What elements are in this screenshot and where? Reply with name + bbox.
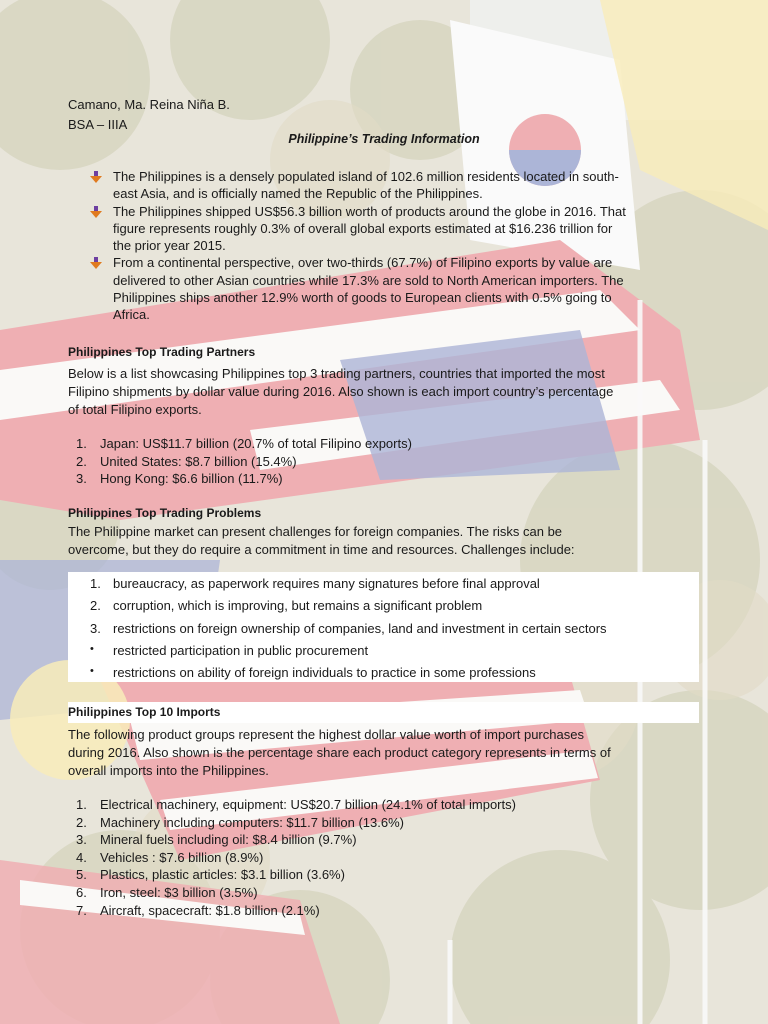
intro-bullet-line: From a continental perspective, over two-thirds (67.7%) of Filipino exports by value are — [113, 255, 613, 271]
author-block — [68, 95, 230, 135]
list-text: Electrical machinery, equipment: US$20.7 billion (24.1% of total imports) — [100, 797, 516, 812]
intro-bullet-line: figure represents roughly 0.3% of overall global exports estimated at $16.236 trillion for — [113, 220, 613, 236]
intro-bullet-line: the prior year 2015. — [113, 238, 226, 254]
list-text: Vehicles : $7.6 billion (8.9%) — [100, 849, 264, 865]
document-title: Philippine’s Trading Information — [288, 132, 480, 146]
list-number: 2. — [76, 453, 87, 469]
problems-list-box — [68, 572, 699, 682]
problems-heading: Philippines Top Trading Problems — [68, 506, 262, 520]
down-arrow-bullet-icon — [90, 171, 102, 183]
list-text: Aircraft, spacecraft: $1.8 billion (2.1%) — [100, 902, 320, 918]
intro-bullet-list — [90, 168, 700, 324]
list-item — [76, 470, 412, 488]
list-text: bureaucracy, as paperwork requires many signatures before final approval — [113, 576, 540, 591]
list-item — [76, 866, 516, 884]
list-text: restrictions on foreign ownership of companies, land and investment in certain sectors — [113, 621, 607, 636]
partners-paragraph — [68, 365, 700, 419]
paragraph-line: overall imports into the Philippines. — [68, 763, 269, 778]
list-item — [76, 884, 516, 902]
down-arrow-bullet-icon — [90, 257, 102, 269]
list-number: 1. — [90, 576, 101, 591]
list-number: 6. — [76, 884, 87, 900]
down-arrow-bullet-icon — [90, 206, 102, 218]
list-item — [90, 643, 368, 658]
intro-bullet-line: Philippines ships another 12.9% worth of goods to European clients with 0.5% going to — [113, 290, 612, 306]
list-text: United States: $8.7 billion (15.4%) — [100, 453, 297, 469]
problems-paragraph — [68, 523, 700, 559]
imports-heading: Philippines Top 10 Imports — [68, 705, 221, 719]
list-number: 3. — [76, 832, 87, 848]
intro-bullet-line: Africa. — [113, 307, 150, 323]
author-name: Camano, Ma. Reina Niña B. — [68, 97, 230, 112]
paragraph-line: The following product groups represent the highest dollar value worth of import purchases — [68, 727, 584, 742]
intro-bullet-line: The Philippines is a densely populated island of 102.6 million residents located in south- — [113, 169, 619, 184]
intro-bullet-line: delivered to other Asian countries while 17.3% are sold to North American importers. The — [113, 272, 624, 288]
list-text: Hong Kong: $6.6 billion (11.7%) — [100, 471, 283, 487]
list-item — [90, 665, 536, 680]
list-text: restrictions on ability of foreign individuals to practice in some professions — [113, 665, 536, 680]
list-item — [76, 435, 412, 453]
list-number: 2. — [76, 814, 87, 830]
intro-bullet — [90, 168, 700, 203]
list-number: 3. — [90, 621, 101, 636]
list-item — [76, 902, 516, 920]
list-item — [90, 576, 540, 591]
paragraph-line: of total Filipino exports. — [68, 402, 202, 417]
list-number: 4. — [76, 849, 87, 865]
bullet-dot: • — [90, 665, 94, 677]
list-item — [90, 621, 607, 636]
list-text: corruption, which is improving, but remains a significant problem — [113, 598, 483, 613]
list-text: Mineral fuels including oil: $8.4 billion (9.7%) — [100, 832, 357, 848]
list-item — [90, 598, 482, 613]
list-number: 1. — [76, 797, 87, 812]
imports-paragraph — [68, 726, 700, 780]
intro-bullet — [90, 203, 700, 255]
list-item — [76, 849, 516, 867]
list-number: 5. — [76, 867, 87, 883]
bullet-dot: • — [90, 643, 94, 655]
intro-bullet-line: The Philippines shipped US$56.3 billion worth of products around the globe in 2016. That — [113, 203, 626, 219]
list-item — [76, 831, 516, 849]
paragraph-line: Below is a list showcasing Philippines top 3 trading partners, countries that imported the most — [68, 366, 605, 381]
list-text: Plastics, plastic articles: $3.1 billion (3.6%) — [100, 867, 345, 883]
list-item — [76, 453, 412, 471]
paragraph-line: overcome, but they do require a commitment in time and resources. Challenges include: — [68, 542, 575, 557]
list-text: Machinery including computers: $11.7 billion (13.6%) — [100, 814, 404, 830]
list-item — [76, 796, 516, 814]
list-number: 2. — [90, 598, 101, 613]
imports-list — [76, 796, 516, 919]
list-number: 3. — [76, 471, 87, 487]
intro-bullet-line: east Asia, and is officially named the Republic of the Philippines. — [113, 186, 483, 202]
list-text: Iron, steel: $3 billion (3.5%) — [100, 884, 258, 900]
list-number: 1. — [76, 436, 87, 451]
paragraph-line: Filipino shipments by dollar value during 2016. Also shown is each import country’s percentage — [68, 384, 614, 399]
paragraph-line: The Philippine market can present challenges for foreign companies. The risks can be — [68, 524, 563, 539]
author-section: BSA – IIIA — [68, 117, 128, 132]
list-text: Japan: US$11.7 billion (20.7% of total Filipino exports) — [100, 436, 412, 451]
partners-list — [76, 435, 412, 488]
paragraph-line: during 2016. Also shown is the percentage share each product category represents in terms of — [68, 745, 611, 760]
list-number: 7. — [76, 902, 87, 918]
partners-heading: Philippines Top Trading Partners — [68, 345, 256, 359]
list-item — [76, 814, 516, 832]
intro-bullet — [90, 254, 700, 323]
list-text: restricted participation in public procurement — [113, 643, 369, 658]
